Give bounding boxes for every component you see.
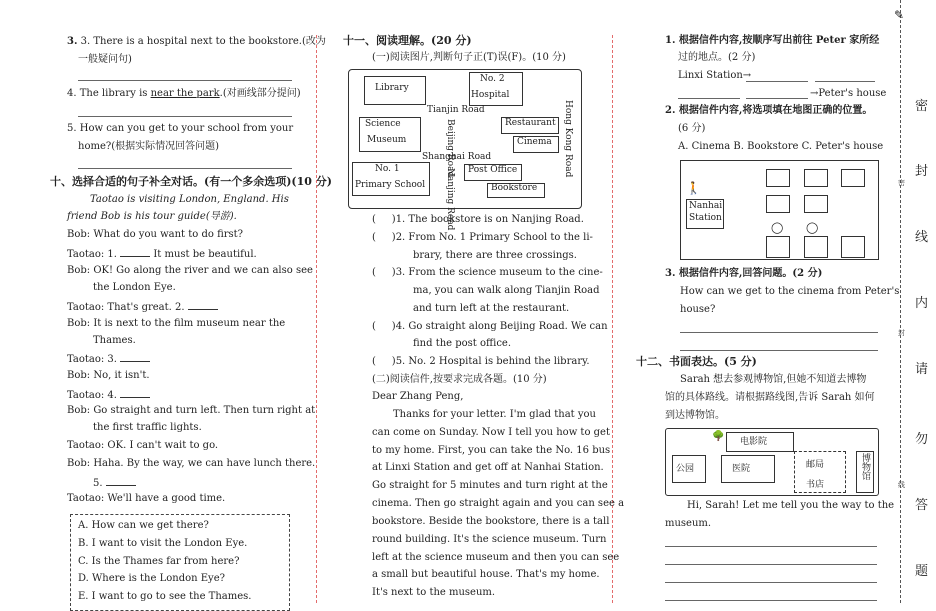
museum-route-map — [665, 428, 879, 496]
r-q3-cont: house? — [680, 304, 716, 315]
map-slot[interactable] — [766, 169, 790, 187]
r-q2-options: A. Cinema B. Bookstore C. Peter's house — [678, 141, 884, 152]
q4-text: 4. The library is near the park.(对画线部分提问) — [67, 88, 301, 99]
dialogue-line: Taotao: We'll have a good time. — [67, 493, 226, 504]
section-12-heading: 十二、书面表达。(5 分) — [636, 355, 757, 368]
route-map — [680, 160, 879, 260]
judge-4-cont: find the post office. — [413, 338, 512, 349]
r-q2-cont: (6 分) — [678, 123, 706, 134]
shanghai-road-label: Shanghai Road — [422, 152, 492, 162]
blank-4[interactable] — [120, 388, 150, 398]
answer-line[interactable] — [680, 332, 878, 333]
intro-text: friend Bob is his tour guide(导游). — [67, 211, 237, 222]
binding-char: 密 — [915, 99, 929, 114]
post-label: 邮局 — [806, 460, 825, 470]
park-label: 公园 — [676, 464, 695, 474]
hospital-label: No. 2 — [480, 74, 505, 84]
q5-text: 5. How can you get to your school from your — [67, 123, 294, 134]
q3-text: 3. 3. There is a hospital next to the bookstore.(改为 — [67, 36, 326, 47]
binding-char: 勿 — [915, 432, 929, 447]
map-slot[interactable] — [841, 169, 865, 187]
blank-1[interactable] — [120, 247, 150, 257]
option-a: A. How can we get there? — [78, 520, 209, 531]
binding-small-char: 封 — [898, 329, 905, 337]
letter-line: to my home. First, you can take the No. 16 bus — [372, 445, 611, 456]
hospital-label: Hospital — [471, 90, 510, 100]
letter-greeting: Dear Zhang Peng, — [372, 391, 464, 402]
r-q1: 1. 根据信件内容,按顺序写出前往 Peter 家所经 — [665, 35, 880, 46]
dialogue-line: Bob: It is next to the film museum near the — [67, 318, 286, 329]
letter-line: It's next to the museum. — [372, 587, 496, 598]
dialogue-line: Bob: No, it isn't. — [67, 370, 150, 381]
intro-text: Taotao is visiting London, England. His — [90, 194, 289, 205]
dialogue-line: the first traffic lights. — [93, 422, 202, 433]
route-blank[interactable] — [678, 98, 740, 99]
museum-label: 博物馆 — [860, 453, 870, 480]
linxi-station: Linxi Station→ — [678, 70, 752, 81]
writing-prompt: Sarah 想去参观博物馆,但她不知道去博物 — [680, 374, 867, 385]
nanhai-label: Nanhai — [689, 201, 723, 211]
answer-line[interactable] — [665, 546, 877, 547]
hospital-label: 医院 — [732, 464, 751, 474]
letter-line: can come on Sunday. Now I tell you how to get — [372, 427, 610, 438]
cinema-label: Cinema — [517, 137, 552, 147]
binding-char: 答 — [915, 498, 929, 513]
writing-start: museum. — [665, 518, 712, 529]
dialogue-line: Taotao: 1. It must be beautiful. — [67, 249, 257, 260]
dialogue-line: Taotao: That's great. 2. — [67, 300, 218, 314]
map-slot[interactable] — [766, 195, 790, 213]
section-10-heading: 十、选择合适的句子补全对话。(有一个多余选项)(10 分) — [50, 175, 332, 188]
map-slot[interactable] — [804, 169, 828, 187]
dialogue-line: Bob: Go straight and turn left. Then turn right at — [67, 405, 316, 416]
q5-text-cont: home?(根据实际情况回答问题) — [78, 141, 220, 152]
section-11-heading: 十一、阅读理解。(20 分) — [343, 34, 472, 47]
judge-2: ( )2. From No. 1 Primary School to the li- — [372, 232, 593, 243]
dialogue-line: Taotao: 3. — [67, 352, 150, 366]
r-q3-cont: How can we get to the cinema from Peter's — [680, 286, 900, 297]
letter-line: a small but beautiful house. That's my home. — [372, 569, 600, 580]
cut-line — [900, 0, 901, 603]
letter-line: Thanks for your letter. I'm glad that you — [393, 409, 596, 420]
part-a-heading: (一)阅读图片,判断句子正(T)误(F)。(10 分) — [372, 52, 566, 63]
round-building: ◯ — [771, 221, 784, 234]
blank-3[interactable] — [120, 352, 150, 362]
person-icon: 🚶 — [686, 181, 701, 195]
dialogue-line: Bob: Haha. By the way, we can have lunch there. — [67, 458, 316, 469]
route-blank[interactable] — [746, 98, 808, 99]
judge-1: ( )1. The bookstore is on Nanjing Road. — [372, 214, 584, 225]
answer-line[interactable] — [78, 80, 292, 81]
option-d: D. Where is the London Eye? — [78, 573, 225, 584]
option-e: E. I want to go to see the Thames. — [78, 591, 252, 602]
blank-5[interactable] — [106, 476, 136, 486]
post-office-label: Post Office — [468, 165, 518, 175]
answer-line[interactable] — [665, 582, 877, 583]
writing-prompt: 馆的具体路线。请根据路线图,告诉 Sarah 如何 — [665, 392, 875, 403]
nanjing-road-label: Nanjing Road — [445, 168, 455, 231]
library-label: Library — [375, 83, 409, 93]
writing-start: Hi, Sarah! Let me tell you the way to the — [687, 500, 895, 511]
map-slot[interactable] — [804, 195, 828, 213]
option-b: B. I want to visit the London Eye. — [78, 538, 248, 549]
bookstore-label: 书店 — [806, 480, 825, 490]
letter-line: Go straight for 5 minutes and turn right at the — [372, 480, 608, 491]
answer-line[interactable] — [78, 116, 292, 117]
judge-5: ( )5. No. 2 Hospital is behind the library. — [372, 356, 590, 367]
binding-char: 封 — [915, 164, 929, 179]
binding-small-char: 密 — [898, 179, 905, 187]
binding-small-char: 线 — [898, 481, 905, 489]
option-c: C. Is the Thames far from here? — [78, 556, 240, 567]
binding-char: 题 — [915, 564, 929, 579]
answer-line[interactable] — [78, 168, 292, 169]
beijing-road-label: Beijing Road — [445, 119, 455, 178]
judge-3-cont: ma, you can walk along Tianjin Road — [413, 285, 600, 296]
r-q3: 3. 根据信件内容,回答问题。(2 分) — [665, 268, 823, 279]
dialogue-line: the London Eye. — [93, 282, 176, 293]
dialogue-line: 5. — [93, 476, 136, 490]
writing-prompt: 到达博物馆。 — [665, 410, 725, 421]
r-q1-cont: 过的地点。(2 分) — [678, 52, 756, 63]
binding-char: 请 — [915, 362, 929, 377]
map-slot[interactable] — [804, 236, 828, 258]
museum-label: Museum — [367, 135, 407, 145]
dialogue-line: Taotao: 4. — [67, 388, 150, 402]
letter-line: bookstore. Beside the bookstore, there is a tall — [372, 516, 610, 527]
route-blank[interactable] — [815, 81, 875, 82]
school-label: No. 1 — [375, 164, 400, 174]
map-slot[interactable] — [766, 236, 790, 258]
round-building: ◯ — [806, 221, 819, 234]
blank-2[interactable] — [188, 300, 218, 310]
dialogue-line: Bob: What do you want to do first? — [67, 229, 244, 240]
judge-4: ( )4. Go straight along Beijing Road. We can — [372, 321, 608, 332]
letter-line: round building. It's the science museum. Turn — [372, 534, 607, 545]
judge-2-cont: brary, there are three crossings. — [413, 250, 577, 261]
q3-text-cont: 一般疑问句) — [78, 54, 132, 65]
letter-line: cinema. Then go straight again and you can see a — [372, 498, 625, 509]
school-label: Primary School — [355, 180, 426, 190]
letter-line: at Linxi Station and get off at Nanhai Station. — [372, 462, 604, 473]
museum-label: Science — [365, 119, 401, 129]
binding-char: 线 — [915, 230, 929, 245]
tianjin-road-label: Tianjin Road — [427, 105, 485, 115]
map-slot[interactable] — [841, 236, 865, 258]
dialogue-line: Taotao: OK. I can't wait to go. — [67, 440, 219, 451]
dialogue-line: Bob: OK! Go along the river and we can also see — [67, 265, 313, 276]
column-divider — [316, 35, 317, 603]
column-divider — [612, 35, 613, 603]
hongkong-road-label: Hong Kong Road — [563, 100, 573, 178]
judge-3: ( )3. From the science museum to the cine- — [372, 267, 603, 278]
answer-line[interactable] — [665, 600, 877, 601]
cinema-label: 电影院 — [740, 437, 768, 447]
dialogue-line: Thames. — [93, 335, 136, 346]
answer-line[interactable] — [665, 564, 877, 565]
part-b-heading: (二)阅读信件,按要求完成各题。(10 分) — [372, 374, 547, 385]
peters-house: →Peter's house — [810, 88, 887, 99]
judge-3-cont: and turn left at the restaurant. — [413, 303, 570, 314]
route-blank[interactable] — [746, 81, 808, 82]
nanhai-label: Station — [689, 213, 722, 223]
r-q2: 2. 根据信件内容,将选项填在地图正确的位置。 — [665, 105, 873, 116]
bookstore-label: Bookstore — [491, 183, 538, 193]
restaurant-label: Restaurant — [505, 118, 556, 128]
pencil-icon: ✎ — [894, 8, 905, 22]
answer-line[interactable] — [680, 350, 878, 351]
binding-char: 内 — [915, 296, 929, 311]
tree-icon: 🌳 — [712, 431, 725, 442]
letter-line: left at the science museum and then you can see — [372, 552, 620, 563]
